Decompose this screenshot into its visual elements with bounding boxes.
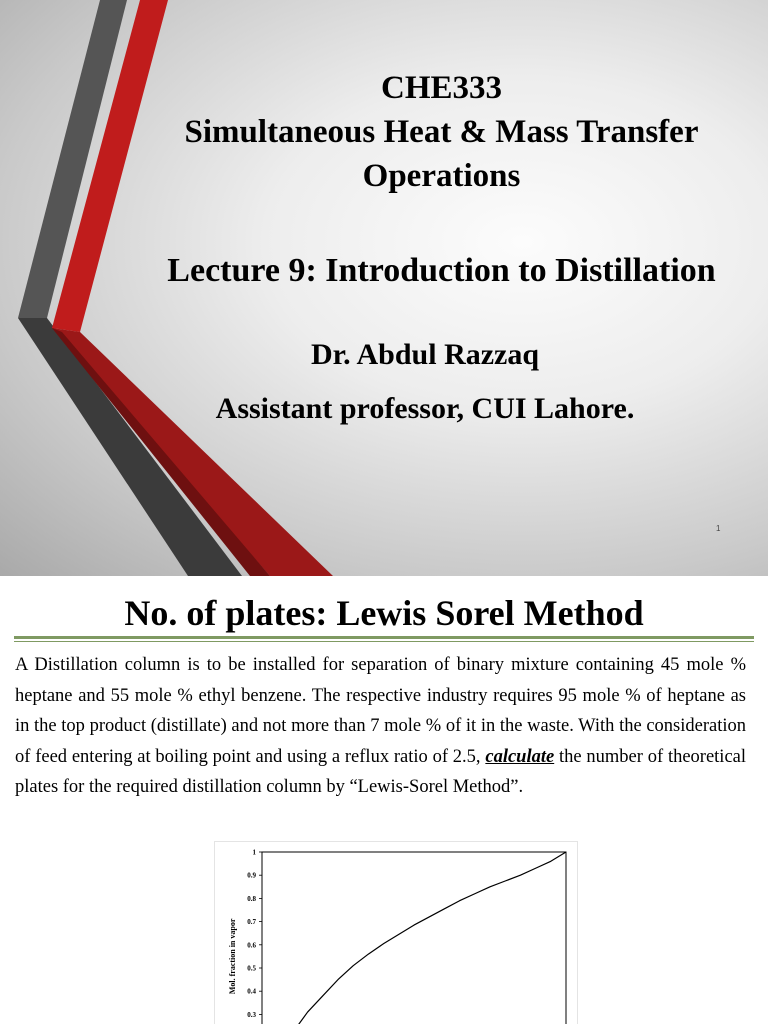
- y-tick-label: 0.8: [247, 894, 256, 903]
- course-heading: [115, 66, 768, 198]
- title-divider-thin: [14, 641, 754, 642]
- equilibrium-chart: [214, 841, 578, 1024]
- y-tick-label: 0.5: [247, 964, 256, 973]
- slide-title: No. of plates: Lewis Sorel Method: [124, 593, 644, 633]
- y-tick-label: 0.9: [247, 871, 256, 880]
- course-title: Simultaneous Heat & Mass Transfer Operations: [184, 114, 699, 194]
- plot-frame: [262, 852, 566, 1024]
- y-axis-label: Mol. fraction in vapor: [228, 918, 237, 995]
- course-code: CHE333: [380, 70, 502, 106]
- y-tick-label: 1: [252, 848, 256, 857]
- title-divider: [14, 636, 754, 639]
- slide-number: 1: [716, 524, 721, 533]
- problem-text-part1: A Distillation column is to be installed for separation of binary mixture containing 45 mole % heptane and 55 mole % ethyl benzene. The respective industry requires 95 mole % of heptane as in the top product (distillate) and not more than 7 mole % of it in the waste. With the consideration of feed entering at boiling point and using a reflux ratio of 2.5,: [15, 655, 746, 767]
- y-tick-label: 0.6: [247, 941, 256, 950]
- lecture-title: Lecture 9: Introduction to Distillation: [167, 252, 716, 289]
- author-position: Assistant professor, CUI Lahore.: [215, 392, 635, 425]
- y-tick-label: 0.3: [247, 1010, 256, 1019]
- author-name: Dr. Abdul Razzaq: [310, 338, 540, 371]
- y-tick-label: 0.4: [247, 987, 256, 996]
- problem-text-part2: the number of theoretical plates for the required distillation column by “Lewis-Sorel Method”.: [15, 746, 747, 798]
- problem-slide: [0, 576, 768, 1024]
- y-tick-label: 0.7: [247, 918, 256, 927]
- problem-emphasis: calculate: [485, 746, 555, 767]
- problem-statement: [15, 650, 746, 803]
- equilibrium-chart-svg: [215, 842, 577, 1024]
- equilibrium-curve: [262, 852, 566, 1024]
